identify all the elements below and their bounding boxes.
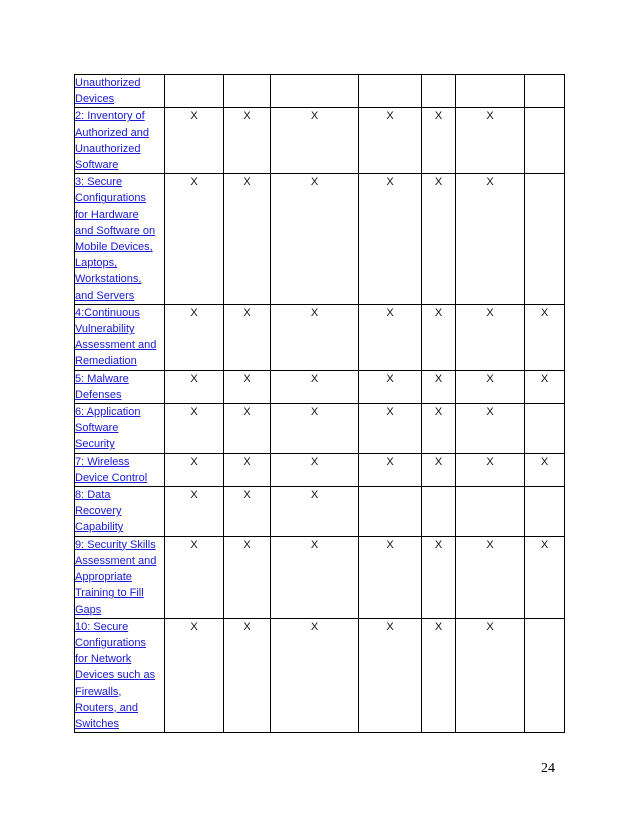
control-name-cell xyxy=(75,174,165,305)
control-name-cell xyxy=(75,304,165,370)
control-link[interactable]: 2: Inventory of Authorized and Unauthorized Software xyxy=(75,110,149,172)
mark-cell: X xyxy=(525,453,565,486)
mark-cell: X xyxy=(224,304,271,370)
mark-cell: X xyxy=(165,618,224,732)
table-row xyxy=(75,304,565,370)
mark-cell: X xyxy=(271,108,359,174)
mark-cell: X xyxy=(422,618,456,732)
mark-cell: X xyxy=(165,304,224,370)
control-name-cell xyxy=(75,487,165,537)
mark-cell: X xyxy=(359,536,422,618)
mark-cell: X xyxy=(359,453,422,486)
mark-cell xyxy=(525,618,565,732)
mark-cell xyxy=(165,75,224,108)
mark-cell: X xyxy=(359,174,422,305)
table-row xyxy=(75,108,565,174)
mark-cell: X xyxy=(165,108,224,174)
mark-cell: X xyxy=(456,536,525,618)
control-name-cell xyxy=(75,536,165,618)
mark-cell xyxy=(525,108,565,174)
mark-cell: X xyxy=(224,487,271,537)
mark-cell: X xyxy=(456,304,525,370)
mark-cell: X xyxy=(165,453,224,486)
control-link[interactable]: 6: Application Software Security xyxy=(75,406,141,451)
mark-cell xyxy=(456,75,525,108)
mark-cell: X xyxy=(422,304,456,370)
mark-cell: X xyxy=(165,487,224,537)
mark-cell: X xyxy=(525,536,565,618)
table-row xyxy=(75,174,565,305)
mark-cell: X xyxy=(359,370,422,403)
page-number: 24 xyxy=(541,761,555,776)
mark-cell: X xyxy=(224,536,271,618)
control-name-cell xyxy=(75,618,165,732)
mark-cell xyxy=(359,75,422,108)
mark-cell: X xyxy=(525,304,565,370)
mark-cell: X xyxy=(224,404,271,454)
control-link[interactable]: Unauthorized Devices xyxy=(75,77,141,106)
controls-table xyxy=(74,74,565,733)
mark-cell: X xyxy=(456,618,525,732)
mark-cell xyxy=(224,75,271,108)
mark-cell: X xyxy=(456,404,525,454)
mark-cell: X xyxy=(422,108,456,174)
mark-cell: X xyxy=(359,304,422,370)
mark-cell: X xyxy=(422,174,456,305)
mark-cell xyxy=(422,487,456,537)
mark-cell: X xyxy=(456,370,525,403)
mark-cell: X xyxy=(422,536,456,618)
mark-cell xyxy=(525,487,565,537)
control-link[interactable]: 5: Malware Defenses xyxy=(75,372,129,401)
mark-cell: X xyxy=(271,370,359,403)
mark-cell: X xyxy=(271,304,359,370)
control-name-cell xyxy=(75,404,165,454)
mark-cell: X xyxy=(456,174,525,305)
table-row xyxy=(75,453,565,486)
mark-cell: X xyxy=(271,536,359,618)
mark-cell: X xyxy=(525,370,565,403)
table-row xyxy=(75,487,565,537)
control-link[interactable]: 3: Secure Configurations for Hardware and Software on Mobile Devices, Laptops, Workstations, and Servers xyxy=(75,176,156,302)
mark-cell: X xyxy=(359,404,422,454)
mark-cell xyxy=(456,487,525,537)
table-row xyxy=(75,370,565,403)
control-link[interactable]: 9: Security Skills Assessment and Appropriate Training to Fill Gaps xyxy=(75,538,157,616)
mark-cell: X xyxy=(456,453,525,486)
mark-cell: X xyxy=(165,174,224,305)
table-row xyxy=(75,404,565,454)
mark-cell xyxy=(525,174,565,305)
control-link[interactable]: 8: Data Recovery Capability xyxy=(75,489,124,534)
table-row xyxy=(75,536,565,618)
table-row xyxy=(75,618,565,732)
mark-cell: X xyxy=(271,404,359,454)
mark-cell: X xyxy=(224,618,271,732)
mark-cell: X xyxy=(422,370,456,403)
mark-cell xyxy=(422,75,456,108)
mark-cell: X xyxy=(165,536,224,618)
mark-cell: X xyxy=(224,108,271,174)
mark-cell: X xyxy=(271,453,359,486)
mark-cell: X xyxy=(456,108,525,174)
mark-cell: X xyxy=(224,174,271,305)
mark-cell xyxy=(525,404,565,454)
mark-cell: X xyxy=(271,487,359,537)
mark-cell: X xyxy=(271,618,359,732)
control-link[interactable]: 7: Wireless Device Control xyxy=(75,455,148,484)
mark-cell: X xyxy=(359,108,422,174)
table-row xyxy=(75,75,565,108)
mark-cell xyxy=(271,75,359,108)
mark-cell: X xyxy=(224,453,271,486)
control-name-cell xyxy=(75,108,165,174)
mark-cell xyxy=(359,487,422,537)
mark-cell: X xyxy=(422,453,456,486)
control-name-cell xyxy=(75,453,165,486)
mark-cell xyxy=(525,75,565,108)
mark-cell: X xyxy=(165,404,224,454)
mark-cell: X xyxy=(165,370,224,403)
control-name-cell xyxy=(75,75,165,108)
mark-cell: X xyxy=(359,618,422,732)
mark-cell: X xyxy=(271,174,359,305)
control-name-cell xyxy=(75,370,165,403)
table-body xyxy=(75,75,565,733)
control-link[interactable]: 4:Continuous Vulnerability Assessment and Remediation xyxy=(75,306,157,368)
mark-cell: X xyxy=(422,404,456,454)
control-link[interactable]: 10: Secure Configurations for Network Devices such as Firewalls, Routers, and Switches xyxy=(75,620,156,730)
mark-cell: X xyxy=(224,370,271,403)
